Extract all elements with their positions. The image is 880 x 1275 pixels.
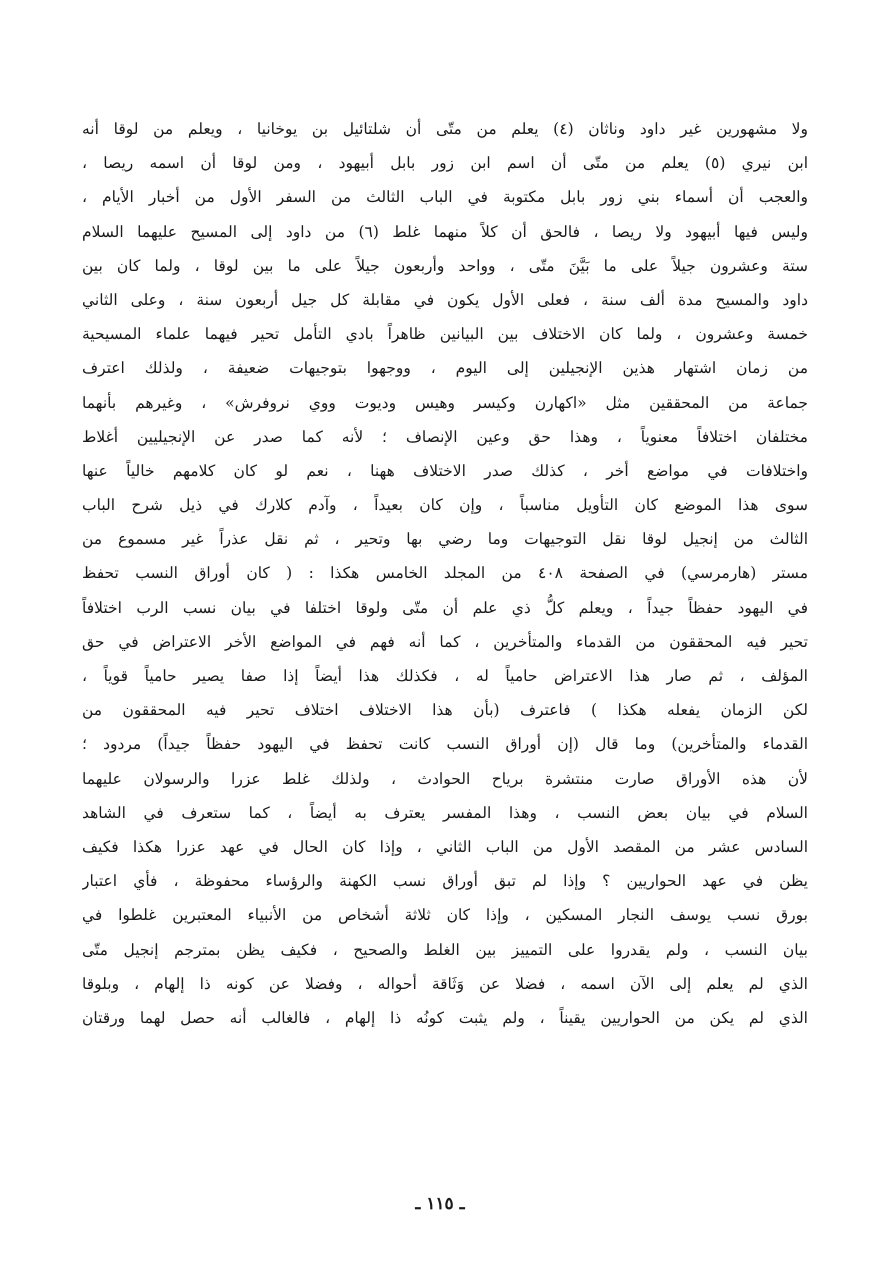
text-line: لكن الزمان يفعله هكذا ) فاعترف (بأن هذا الاختلاف اختلاف تحير فيه المحققون من: [82, 701, 808, 720]
text-line: الثالث من إنجيل لوقا نقل التوجيهات وما رضي بها وتحير ، ثم نقل عذراً غير مسموع من: [82, 530, 808, 549]
text-line: المؤلف ، ثم صار هذا الاعتراض حامياً له ، فكذلك هذا أيضاً إذا صفا يصير حامياً قوياً ،: [82, 667, 808, 685]
text-line: سوى هذا الموضع كان التأويل مناسباً ، وإن كان بعيداً ، وآدم كلارك في ذيل شرح الباب: [82, 496, 808, 515]
text-line: ولا مشهورين غير داود وناثان (٤) يعلم من متّى أن شلتائيل بن يوخانيا ، ويعلم من لوقا أنه: [82, 120, 808, 138]
text-line: خمسة وعشرون ، ولما كان الاختلاف بين البيانين ظاهراً بادي التأمل تحير فيهما علماء المسيحية: [82, 325, 808, 344]
text-line: في اليهود حفظاً جيداً ، ويعلم كلُّ ذي علم أن متّى ولوقا اختلفا في بيان نسب الرب اختلافاً: [82, 598, 808, 617]
text-line: لأن هذه الأوراق صارت منتشرة برياح الحوادث ، ولذلك غلط عزرا والرسولان عليهما: [82, 769, 808, 788]
text-line: الذي لم يعلم إلى الآن اسمه ، فضلا عن وَثَاقة أحواله ، وفضلا عن كونه ذا إلهام ، وبلوقا: [82, 974, 808, 993]
text-line: مستر (هارمرسي) في الصفحة ٤٠٨ من المجلد الخامس هكذا : ( كان أوراق النسب تحفظ: [82, 564, 808, 583]
text-line: مختلفان اختلافاً معنوياً ، وهذا حق وعين الإنصاف ؛ لأنه كما صدر عن الإنجيليين أغلاط: [82, 427, 808, 446]
text-line: ستة وعشرون جيلاً على ما بَيَّنَ متّى ، وواحد وأربعون جيلاً على ما بين لوقا ، ولما كان بين: [82, 256, 808, 275]
text-line: القدماء والمتأخرين) وما قال (إن أوراق النسب كانت تحفظ في اليهود حفظاً جيداً) مردود ؛: [82, 735, 808, 754]
text-line: السادس عشر من المقصد الأول من الباب الثاني ، وإذا كان الحال في عهد عزرا هكذا فكيف: [82, 837, 808, 856]
text-line: داود والمسيح مدة ألف سنة ، فعلى الأول يكون في مقابلة كل جيل أربعون سنة ، وعلى الثاني: [82, 290, 808, 309]
text-line: جماعة من المحققين مثل «اكهارن وكيسر وهيس وديوت ووي نروفرش» ، وغيرهم بأنهما: [82, 393, 808, 412]
text-line: من زمان اشتهار هذين الإنجيلين إلى اليوم ، ووجهوا بتوجيهات ضعيفة ، ولذلك اعترف: [82, 359, 808, 378]
text-line: واختلافات في مواضع أخر ، كذلك صدر الاختلاف ههنا ، نعم لو كان كلامهم خالياً عنها: [82, 461, 808, 480]
text-line: السلام في بيان بعض النسب ، وهذا المفسر يعترف به أيضاً ، كما ستعرف في الشاهد: [82, 803, 808, 822]
text-line: الذي لم يكن من الحواريين يقيناً ، ولم يثبت كونُه ذا إلهام ، فالغالب أنه حصل لهما ورقتان: [82, 1008, 808, 1027]
page-number: ـ ١١٥ ـ: [415, 1194, 465, 1214]
body-text: [82, 112, 808, 1035]
text-line: والعجب أن أسماء بني زور بابل مكتوبة في الباب الثالث من السفر الأول من أخبار الأيام ،: [82, 188, 808, 207]
text-line: تحير فيه المحققون من القدماء والمتأخرين ، كما أنه فهم في المواضع الأخر الاعتراض في حق: [82, 632, 808, 651]
text-line: وليس فيها أبيهود ولا ريصا ، فالحق أن كلاً منهما غلط (٦) من داود إلى المسيح عليهما السلام: [82, 222, 808, 241]
text-line: بيان النسب ، ولم يقدروا على التمييز بين الغلط والصحيح ، فكيف يظن بمترجم إنجيل متّى: [82, 940, 808, 959]
text-line: يظن في عهد الحواريين ؟ وإذا لم تبق أوراق نسب الكهنة والرؤساء محفوظة ، فأي اعتبار: [82, 872, 808, 891]
text-line: ابن نيري (٥) يعلم من متّى أن اسم ابن زور بابل أبيهود ، ومن لوقا أن اسمه ريصا ،: [82, 154, 808, 173]
text-line: بورق نسب يوسف النجار المسكين ، وإذا كان ثلاثة أشخاص من الأنبياء المعتبرين غلطوا في: [82, 906, 808, 925]
